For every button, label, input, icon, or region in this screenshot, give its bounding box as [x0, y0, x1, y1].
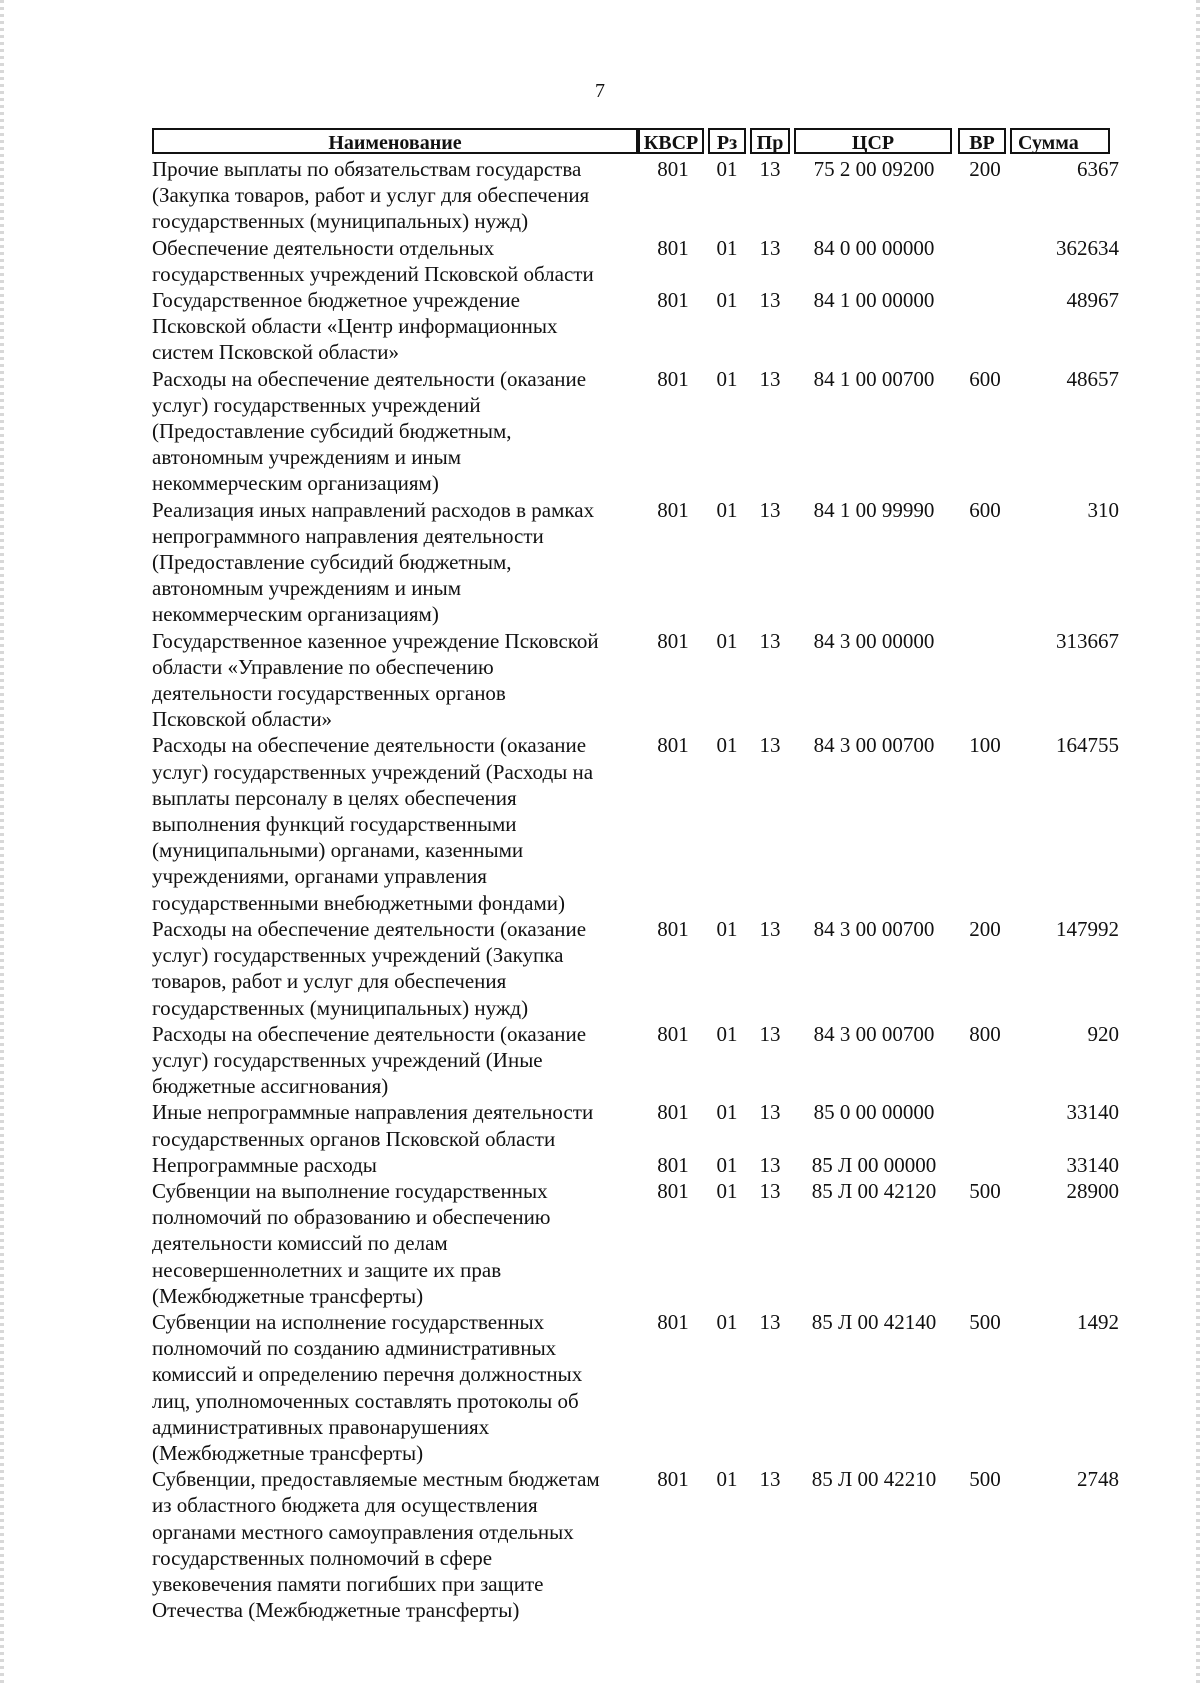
cell-pr: 13 — [759, 366, 781, 391]
cell-sum: 6367 — [1077, 157, 1119, 181]
cell-sum: 28900 — [1066, 1178, 1119, 1203]
cell-name: Субвенции на выполнение государственных полномочий по образованию и обеспечению деятельности комиссий по делам несовершеннолетних и защите их прав (Межбюджетные трансферты) — [152, 1178, 551, 1308]
cell-kvsr: 801 — [657, 916, 689, 941]
cell-name: Субвенции, предоставляемые местным бюджетам из областного бюджета для осуществления органами местного самоуправления отдельных государственных полномочий в сфере увековечения памяти погибших при защите Отечества (Межбюджетные трансферты) — [152, 1467, 600, 1623]
cell-name: Иные непрограммные направления деятельности государственных органов Псковской области — [152, 1100, 594, 1151]
table-row — [152, 156, 1122, 235]
cell-vr: 500 — [969, 1178, 1001, 1203]
budget-table — [152, 128, 1122, 1623]
cell-kvsr: 801 — [657, 366, 689, 391]
cell-csr: 85 Л 00 42210 — [811, 1467, 937, 1492]
table-row — [152, 732, 1122, 915]
cell-rz: 01 — [716, 1021, 738, 1046]
table-row — [152, 1309, 1122, 1466]
cell-sum: 920 — [1087, 1021, 1119, 1046]
cell-pr: 13 — [759, 235, 781, 260]
cell-csr: 84 3 00 00000 — [813, 628, 935, 653]
cell-rz: 01 — [716, 157, 738, 181]
cell-vr: 200 — [969, 916, 1001, 941]
table-row — [152, 1466, 1122, 1623]
cell-pr: 13 — [759, 1467, 781, 1492]
cell-pr: 13 — [759, 1178, 781, 1203]
cell-name: Государственное бюджетное учреждение Псковской области «Центр информационных систем Псковской области» — [152, 288, 558, 365]
cell-csr: 84 3 00 00700 — [813, 733, 935, 758]
table-row — [152, 1152, 1122, 1178]
table-body — [152, 156, 1122, 1623]
cell-pr: 13 — [759, 733, 781, 758]
cell-sum: 48967 — [1066, 288, 1119, 313]
cell-kvsr: 801 — [657, 1467, 689, 1492]
cell-kvsr: 801 — [657, 733, 689, 758]
table-row — [152, 497, 1122, 628]
cell-pr: 13 — [759, 916, 781, 941]
cell-name: Реализация иных направлений расходов в рамках непрограммного направления деятельности (Предоставление субсидий бюджетным, автономным учреждениям и иным некоммерческим организациям) — [152, 497, 595, 627]
cell-rz: 01 — [716, 1309, 738, 1334]
cell-pr: 13 — [759, 628, 781, 653]
cell-kvsr: 801 — [657, 235, 689, 260]
cell-csr: 84 1 00 00000 — [813, 288, 935, 313]
cell-kvsr: 801 — [657, 1152, 689, 1177]
cell-rz: 01 — [716, 1467, 738, 1492]
cell-kvsr: 801 — [657, 288, 689, 313]
cell-name: Расходы на обеспечение деятельности (оказание услуг) государственных учреждений (Расходы на выплаты персоналу в целях обеспечения выполнения функций государственными (муниципальными) органами, казенными учреждениями, органами управления государственными внебюджетными фондами) — [152, 733, 594, 915]
cell-pr: 13 — [759, 1021, 781, 1046]
header-pr: Пр — [750, 128, 790, 154]
cell-csr: 84 3 00 00700 — [813, 1021, 935, 1046]
cell-rz: 01 — [716, 916, 738, 941]
cell-rz: 01 — [716, 733, 738, 758]
cell-vr: 200 — [969, 157, 1001, 181]
cell-kvsr: 801 — [657, 497, 689, 522]
cell-sum: 33140 — [1066, 1100, 1119, 1125]
cell-csr: 84 1 00 00700 — [813, 366, 935, 391]
cell-rz: 01 — [716, 1100, 738, 1125]
cell-csr: 85 Л 00 00000 — [811, 1152, 937, 1177]
cell-name: Расходы на обеспечение деятельности (оказание услуг) государственных учреждений (Иные бюджетные ассигнования) — [152, 1021, 587, 1099]
cell-rz: 01 — [716, 235, 738, 260]
table-row — [152, 628, 1122, 733]
cell-sum: 147992 — [1056, 916, 1119, 941]
cell-pr: 13 — [759, 1152, 781, 1177]
cell-sum: 33140 — [1066, 1152, 1119, 1177]
cell-pr: 13 — [759, 497, 781, 522]
cell-rz: 01 — [716, 1152, 738, 1177]
cell-pr: 13 — [759, 288, 781, 313]
cell-csr: 85 Л 00 42120 — [811, 1178, 937, 1203]
header-name: Наименование — [152, 128, 638, 154]
cell-sum: 362634 — [1056, 235, 1119, 260]
table-row — [152, 1099, 1122, 1151]
cell-rz: 01 — [716, 366, 738, 391]
cell-csr: 84 3 00 00700 — [813, 916, 935, 941]
cell-pr: 13 — [759, 1100, 781, 1125]
cell-rz: 01 — [716, 288, 738, 313]
table-row — [152, 287, 1122, 366]
cell-kvsr: 801 — [657, 1178, 689, 1203]
header-vr: ВР — [958, 128, 1006, 154]
cell-sum: 1492 — [1077, 1309, 1119, 1334]
cell-rz: 01 — [716, 497, 738, 522]
table-row — [152, 1021, 1122, 1100]
cell-vr: 500 — [969, 1309, 1001, 1334]
page-number: 7 — [595, 80, 605, 102]
cell-name: Расходы на обеспечение деятельности (оказание услуг) государственных учреждений (Закупка товаров, работ и услуг для обеспечения государственных (муниципальных) нужд) — [152, 916, 587, 1020]
cell-sum: 164755 — [1056, 733, 1119, 758]
cell-csr: 84 0 00 00000 — [813, 235, 935, 260]
cell-kvsr: 801 — [657, 1021, 689, 1046]
cell-name: Субвенции на исполнение государственных полномочий по созданию административных комиссий и определению перечня должностных лиц, уполномоченных составлять протоколы об административных правонарушениях (Межбюджетные трансферты) — [152, 1309, 583, 1465]
cell-csr: 85 Л 00 42140 — [811, 1309, 937, 1334]
cell-name: Прочие выплаты по обязательствам государства (Закупка товаров, работ и услуг для обеспечения государственных (муниципальных) нужд) — [152, 157, 590, 234]
table-header — [152, 128, 1122, 156]
cell-name: Непрограммные расходы — [152, 1152, 377, 1177]
cell-vr: 500 — [969, 1467, 1001, 1492]
table-row — [152, 366, 1122, 497]
cell-name: Расходы на обеспечение деятельности (оказание услуг) государственных учреждений (Предоставление субсидий бюджетным, автономным учреждениям и иным некоммерческим организациям) — [152, 366, 587, 496]
cell-csr: 84 1 00 99990 — [813, 497, 935, 522]
scan-edge-right — [1196, 0, 1200, 1686]
cell-kvsr: 801 — [657, 1309, 689, 1334]
cell-vr: 100 — [969, 733, 1001, 758]
table-row — [152, 235, 1122, 287]
cell-pr: 13 — [759, 1309, 781, 1334]
cell-vr: 600 — [969, 366, 1001, 391]
cell-csr: 75 2 00 09200 — [813, 157, 935, 181]
cell-kvsr: 801 — [657, 157, 689, 181]
cell-sum: 313667 — [1056, 628, 1119, 653]
cell-vr: 800 — [969, 1021, 1001, 1046]
cell-sum: 48657 — [1066, 366, 1119, 391]
cell-sum: 310 — [1087, 497, 1119, 522]
header-sum: Сумма — [1010, 128, 1110, 154]
table-row — [152, 916, 1122, 1021]
cell-name: Обеспечение деятельности отдельных государственных учреждений Псковской области — [152, 235, 594, 286]
header-kvsr: КВСР — [638, 128, 704, 154]
cell-name: Государственное казенное учреждение Псковской области «Управление по обеспечению деятельности государственных органов Псковской области» — [152, 628, 599, 732]
table-row — [152, 1178, 1122, 1309]
cell-rz: 01 — [716, 1178, 738, 1203]
header-csr: ЦСР — [794, 128, 952, 154]
cell-csr: 85 0 00 00000 — [813, 1100, 935, 1125]
cell-kvsr: 801 — [657, 1100, 689, 1125]
cell-pr: 13 — [759, 157, 781, 181]
cell-sum: 2748 — [1077, 1467, 1119, 1492]
cell-kvsr: 801 — [657, 628, 689, 653]
cell-vr: 600 — [969, 497, 1001, 522]
cell-rz: 01 — [716, 628, 738, 653]
scan-edge-left — [0, 0, 4, 1686]
header-rz: Рз — [708, 128, 746, 154]
